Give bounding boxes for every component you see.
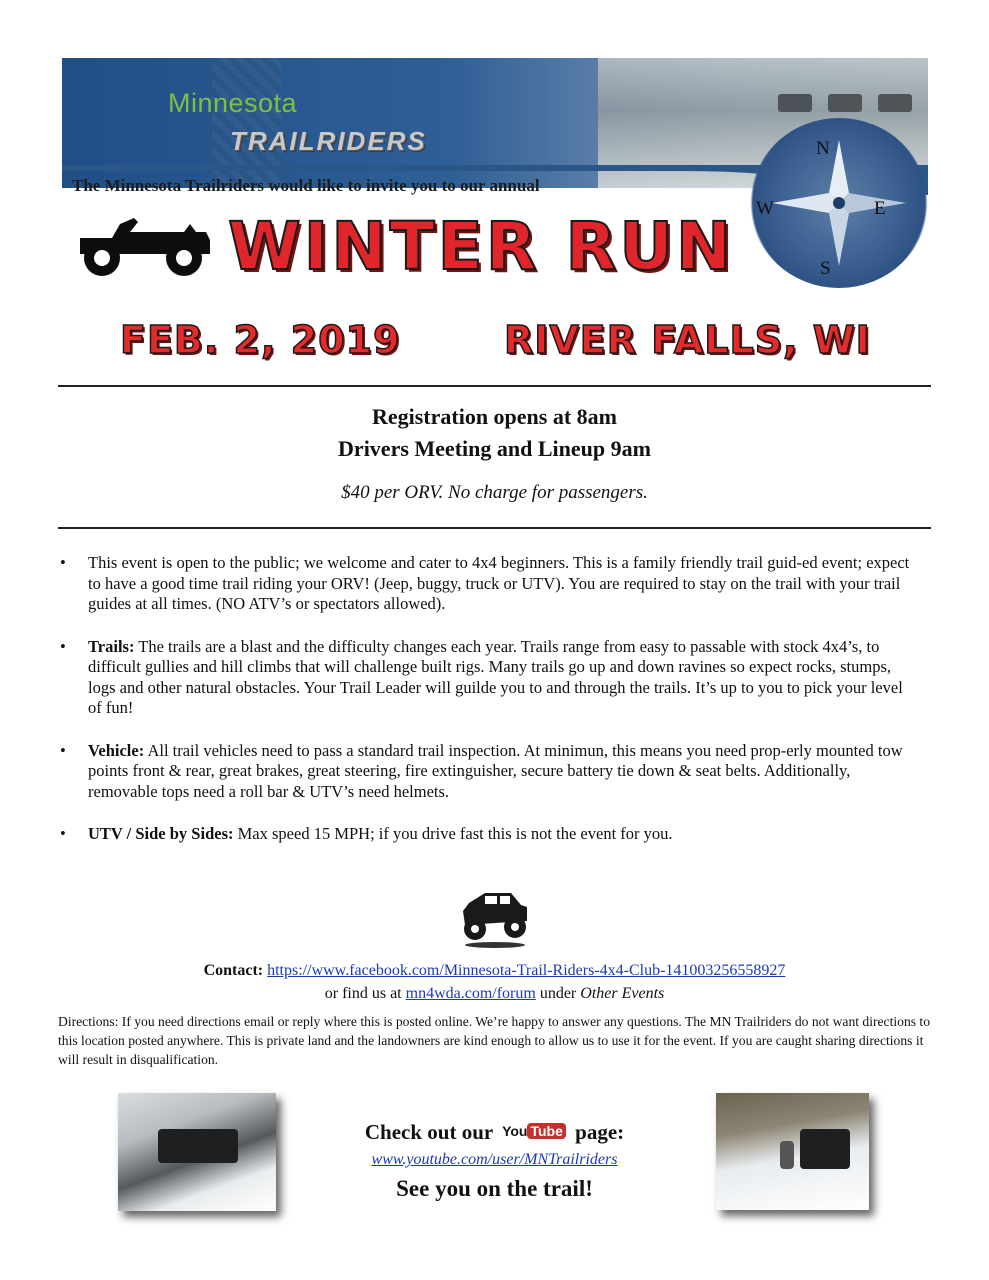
jeep-silhouette — [778, 94, 812, 112]
brand-name-logo: TRAILRIDERS — [230, 126, 427, 156]
other-events: Other Events — [580, 985, 665, 1002]
bullet-text: All trail vehicles need to pass a standard trail inspection. At minimun, this means you need prop-erly mounted tow points front & rear, great brakes, great steering, fire extinguisher, secure battery tie down & seat belts. Additionally, removable tops need a roll bar & UTV’s need helmets. — [88, 740, 903, 801]
compass-rose-icon — [750, 118, 928, 288]
facebook-link[interactable]: https://www.facebook.com/Minnesota-Trail-Riders-4x4-Club-141003256558927 — [267, 962, 786, 979]
compass-n: N — [816, 138, 830, 159]
forum-prefix: or find us at — [324, 985, 402, 1002]
youtube-heading — [300, 1120, 689, 1145]
list-item — [58, 824, 918, 845]
truck-silhouette — [158, 1129, 238, 1163]
youtube-logo-you: You — [502, 1123, 528, 1139]
compass-s: S — [820, 258, 831, 279]
forum-line — [0, 985, 989, 1003]
brand-name: Minnesota — [168, 88, 298, 118]
forum-link[interactable]: mn4wda.com/forum — [405, 985, 536, 1002]
list-item — [58, 553, 918, 615]
divider — [58, 385, 931, 387]
youtube-link[interactable]: www.youtube.com/user/MNTrailriders — [371, 1151, 618, 1168]
info-list — [58, 553, 918, 867]
event-date: FEB. 2, 2019 — [120, 318, 401, 362]
person-silhouette — [780, 1141, 794, 1169]
contact-label: Contact: — [203, 962, 264, 979]
youtube-heading-prefix: Check out our — [364, 1120, 493, 1144]
price-info: $40 per ORV. No charge for passengers. — [341, 482, 648, 503]
youtube-link-line — [300, 1151, 689, 1169]
bullet-icon: • — [60, 636, 66, 656]
compass-e: E — [874, 198, 886, 219]
bullet-icon: • — [60, 553, 66, 572]
youtube-logo-icon[interactable] — [502, 1123, 566, 1139]
contact-line — [0, 962, 989, 980]
forum-suffix: under — [539, 985, 577, 1002]
closing-line: See you on the trail! — [396, 1176, 593, 1201]
registration-time: Registration opens at 8am — [371, 404, 618, 429]
bullet-label: Trails: — [88, 636, 135, 656]
meeting-time: Drivers Meeting and Lineup 9am — [338, 436, 651, 461]
directions-note: Directions: If you need directions email or reply where this is posted online. We’re happy to answer any questions. The MN Trailriders do not want directions to this location posted anywhere. This is private land and the landowners are kind enough to allow us to use it for the event. If you are caught sharing directions it will result in disqualification. — [58, 1014, 930, 1067]
truck-silhouette — [800, 1129, 850, 1169]
list-item — [58, 741, 918, 803]
invite-line: The Minnesota Trailriders would like to invite you to our annual — [72, 176, 540, 195]
bullet-icon: • — [60, 740, 66, 760]
compass-w: W — [756, 198, 774, 219]
jeep-icon — [72, 210, 217, 280]
bullet-icon: • — [60, 824, 66, 843]
event-location: RIVER FALLS, WI — [504, 318, 871, 362]
bullet-label: Vehicle: — [88, 740, 145, 760]
list-item — [58, 637, 918, 719]
youtube-logo-tube: Tube — [527, 1123, 565, 1139]
offroad-truck-icon — [455, 885, 535, 951]
event-title: WINTER RUN — [228, 208, 735, 285]
divider — [58, 527, 931, 529]
bullet-text: Max speed 15 MPH; if you drive fast this is not the event for you. — [237, 824, 673, 843]
bullet-text: This event is open to the public; we welcome and cater to 4x4 beginners. This is a family friendly trail guid-ed event; expect to have a good time trail riding your ORV! (Jeep, buggy, truck or UTV). You are required to stay on the trail with your trail guides at all times. (NO ATV’s or spectators allowed). — [88, 553, 910, 613]
jeep-silhouette — [878, 94, 912, 112]
bullet-label: UTV / Side by Sides: — [88, 824, 234, 843]
bullet-text: The trails are a blast and the difficulty changes each year. Trails range from easy to passable with stock 4x4’s, to difficult gullies and hill climbs that will challenge built rigs. Many trails go up and down ravines so expect rocks, stumps, logs and other natural obstacles. Your Trail Leader will guilde you to and through the trails. It’s up to you to pick your level of fun! — [88, 636, 903, 717]
jeep-silhouette — [828, 94, 862, 112]
compass-star — [750, 118, 928, 288]
youtube-heading-suffix: page: — [575, 1120, 625, 1144]
trail-photo-right — [716, 1093, 869, 1210]
trail-photo-left — [118, 1093, 276, 1211]
